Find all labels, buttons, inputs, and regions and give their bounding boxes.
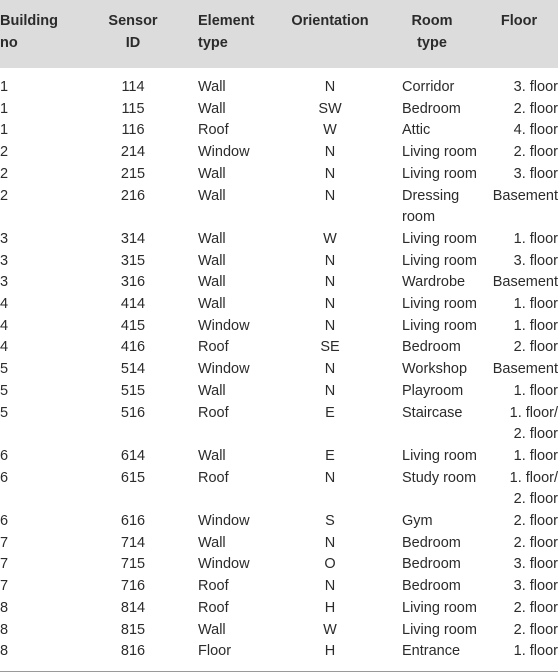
- cell-building-no: 8: [0, 643, 9, 660]
- cell-orientation: N: [324, 144, 336, 161]
- table-row: [0, 554, 558, 576]
- cell-sensor-id: 816: [120, 643, 146, 660]
- cell-floor: 1. floor: [513, 296, 558, 313]
- cell-building-no: 3: [0, 230, 9, 247]
- cell-element-type: Roof: [198, 404, 229, 421]
- cell-floor: 1. floor/ 2. floor: [509, 404, 558, 443]
- table-row: [0, 446, 558, 468]
- cell-building-no: 1: [0, 79, 9, 95]
- cell-floor: 3. floor: [513, 252, 558, 269]
- cell-room-type: Bedroom: [402, 534, 461, 551]
- cell-room-type: Living room: [402, 165, 477, 182]
- table-row: [0, 316, 558, 338]
- cell-floor: 4. floor: [513, 122, 558, 139]
- cell-element-type: Wall: [198, 296, 226, 313]
- cell-floor: Basement: [492, 274, 558, 291]
- cell-orientation: H: [324, 643, 336, 660]
- cell-floor: 3. floor: [513, 578, 558, 595]
- cell-sensor-id: 515: [120, 382, 146, 399]
- cell-sensor-id: 416: [120, 339, 146, 356]
- cell-building-no: 2: [0, 187, 9, 204]
- cell-room-type: Living room: [402, 599, 477, 616]
- cell-element-type: Window: [198, 361, 250, 378]
- cell-room-type: Corridor: [402, 79, 455, 95]
- cell-orientation: N: [324, 469, 336, 486]
- header-orientation: Orientation: [276, 0, 384, 68]
- cell-floor: 3. floor: [513, 165, 558, 182]
- cell-sensor-id: 716: [120, 578, 146, 595]
- cell-room-type: Staircase: [402, 404, 463, 421]
- cell-orientation: W: [323, 122, 337, 139]
- cell-sensor-id: 214: [120, 144, 146, 161]
- cell-building-no: 7: [0, 578, 9, 595]
- cell-element-type: Wall: [198, 230, 226, 247]
- cell-element-type: Wall: [198, 100, 226, 117]
- cell-building-no: 4: [0, 317, 9, 334]
- table-row: [0, 229, 558, 251]
- cell-floor: 1. floor/ 2. floor: [509, 469, 558, 508]
- cell-sensor-id: 514: [120, 361, 146, 378]
- cell-building-no: 5: [0, 361, 9, 378]
- table-row: [0, 359, 558, 381]
- cell-building-no: 5: [0, 404, 9, 421]
- cell-sensor-id: 114: [121, 79, 145, 95]
- cell-sensor-id: 414: [120, 296, 146, 313]
- cell-floor: 2. floor: [513, 621, 558, 638]
- cell-room-type: Bedroom: [402, 339, 461, 356]
- cell-orientation: N: [324, 361, 336, 378]
- cell-room-type: Living room: [402, 621, 477, 638]
- cell-room-type: Dressing room: [402, 187, 460, 226]
- cell-room-type: Wardrobe: [402, 274, 466, 291]
- header-building-no: Building no: [0, 0, 82, 68]
- table-body: [0, 68, 558, 671]
- header-sensor-id: Sensor ID: [82, 0, 184, 68]
- table-row: [0, 68, 558, 99]
- cell-orientation: N: [324, 274, 336, 291]
- cell-element-type: Roof: [198, 578, 229, 595]
- cell-floor: Basement: [492, 361, 558, 378]
- cell-floor: 1. floor: [513, 230, 558, 247]
- cell-element-type: Window: [198, 317, 250, 334]
- cell-orientation: N: [324, 382, 336, 399]
- cell-room-type: Gym: [402, 513, 433, 530]
- cell-element-type: Window: [198, 144, 250, 161]
- cell-element-type: Wall: [198, 252, 226, 269]
- table-row: [0, 511, 558, 533]
- cell-sensor-id: 814: [120, 599, 146, 616]
- cell-building-no: 1: [0, 122, 9, 139]
- cell-element-type: Roof: [198, 339, 229, 356]
- cell-sensor-id: 216: [120, 187, 146, 204]
- cell-room-type: Living room: [402, 144, 477, 161]
- cell-element-type: Wall: [198, 534, 226, 551]
- table-row: [0, 576, 558, 598]
- cell-orientation: E: [325, 447, 335, 464]
- cell-floor: 1. floor: [513, 317, 558, 334]
- cell-building-no: 4: [0, 339, 9, 356]
- cell-orientation: SE: [320, 339, 340, 356]
- cell-building-no: 2: [0, 165, 9, 182]
- cell-orientation: N: [324, 187, 336, 204]
- cell-sensor-id: 415: [120, 317, 146, 334]
- table-row: [0, 142, 558, 164]
- header-floor: Floor: [480, 0, 558, 68]
- header-row: [0, 0, 558, 68]
- cell-room-type: Study room: [402, 469, 477, 486]
- cell-element-type: Wall: [198, 274, 226, 291]
- cell-building-no: 2: [0, 144, 9, 161]
- cell-sensor-id: 516: [120, 404, 146, 421]
- cell-element-type: Roof: [198, 599, 229, 616]
- cell-floor: 2. floor: [513, 339, 558, 356]
- cell-orientation: N: [324, 317, 336, 334]
- table-row: [0, 337, 558, 359]
- cell-orientation: H: [324, 599, 336, 616]
- cell-element-type: Window: [198, 556, 250, 573]
- cell-orientation: SW: [318, 100, 342, 117]
- cell-floor: 2. floor: [513, 513, 558, 530]
- cell-building-no: 8: [0, 621, 9, 638]
- cell-building-no: 7: [0, 556, 9, 573]
- cell-floor: 2. floor: [513, 599, 558, 616]
- table-row: [0, 533, 558, 555]
- table-row: [0, 294, 558, 316]
- cell-floor: 1. floor: [513, 382, 558, 399]
- cell-element-type: Wall: [198, 165, 226, 182]
- cell-sensor-id: 316: [120, 274, 146, 291]
- cell-room-type: Living room: [402, 230, 477, 247]
- header-element-type: Element type: [184, 0, 276, 68]
- cell-sensor-id: 616: [120, 513, 146, 530]
- cell-element-type: Wall: [198, 187, 226, 204]
- cell-building-no: 1: [0, 100, 9, 117]
- table-row: [0, 251, 558, 273]
- cell-sensor-id: 815: [120, 621, 146, 638]
- cell-floor: 1. floor: [513, 447, 558, 464]
- cell-building-no: 6: [0, 447, 9, 464]
- cell-orientation: N: [324, 165, 336, 182]
- cell-building-no: 8: [0, 599, 9, 616]
- cell-orientation: N: [324, 252, 336, 269]
- cell-sensor-id: 614: [120, 447, 146, 464]
- table-row: [0, 99, 558, 121]
- cell-building-no: 3: [0, 252, 9, 269]
- cell-building-no: 6: [0, 513, 9, 530]
- cell-room-type: Bedroom: [402, 578, 461, 595]
- table-row: [0, 186, 558, 229]
- cell-element-type: Wall: [198, 447, 226, 464]
- cell-floor: 3. floor: [513, 556, 558, 573]
- table-row: [0, 598, 558, 620]
- cell-floor: Basement: [492, 187, 558, 204]
- cell-sensor-id: 116: [121, 122, 145, 139]
- cell-room-type: Bedroom: [402, 100, 461, 117]
- cell-element-type: Roof: [198, 469, 229, 486]
- cell-element-type: Roof: [198, 122, 229, 139]
- cell-element-type: Wall: [198, 79, 226, 95]
- cell-floor: 3. floor: [513, 79, 558, 95]
- cell-building-no: 7: [0, 534, 9, 551]
- table-header: [0, 0, 558, 68]
- cell-building-no: 4: [0, 296, 9, 313]
- cell-orientation: W: [323, 230, 337, 247]
- cell-building-no: 6: [0, 469, 9, 486]
- cell-element-type: Wall: [198, 382, 226, 399]
- cell-building-no: 5: [0, 382, 9, 399]
- cell-room-type: Attic: [402, 122, 431, 139]
- cell-sensor-id: 215: [120, 165, 146, 182]
- cell-orientation: S: [325, 513, 335, 530]
- cell-orientation: N: [324, 534, 336, 551]
- cell-floor: 2. floor: [513, 534, 558, 551]
- cell-sensor-id: 115: [121, 100, 145, 117]
- cell-element-type: Floor: [198, 643, 232, 660]
- cell-orientation: W: [323, 621, 337, 638]
- cell-room-type: Workshop: [402, 361, 468, 378]
- table-row: [0, 468, 558, 511]
- table-row: [0, 164, 558, 186]
- table-row: [0, 381, 558, 403]
- cell-sensor-id: 315: [120, 252, 146, 269]
- table-row: [0, 403, 558, 446]
- cell-floor: 1. floor: [513, 643, 558, 660]
- cell-element-type: Window: [198, 513, 250, 530]
- cell-orientation: N: [324, 296, 336, 313]
- cell-sensor-id: 314: [120, 230, 146, 247]
- header-room-type: Room type: [384, 0, 480, 68]
- cell-room-type: Living room: [402, 296, 477, 313]
- cell-sensor-id: 715: [120, 556, 146, 573]
- cell-sensor-id: 714: [120, 534, 146, 551]
- table-row: [0, 120, 558, 142]
- cell-orientation: N: [324, 79, 336, 95]
- cell-orientation: E: [325, 404, 335, 421]
- cell-building-no: 3: [0, 274, 9, 291]
- cell-orientation: O: [324, 556, 336, 573]
- cell-room-type: Entrance: [402, 643, 461, 660]
- cell-floor: 2. floor: [513, 100, 558, 117]
- cell-room-type: Living room: [402, 447, 477, 464]
- cell-room-type: Living room: [402, 317, 477, 334]
- cell-sensor-id: 615: [120, 469, 146, 486]
- cell-floor: 2. floor: [513, 144, 558, 161]
- cell-room-type: Playroom: [402, 382, 464, 399]
- cell-element-type: Wall: [198, 621, 226, 638]
- table-row: [0, 620, 558, 642]
- table-row: [0, 641, 558, 671]
- cell-room-type: Living room: [402, 252, 477, 269]
- cell-orientation: N: [324, 578, 336, 595]
- table-row: [0, 272, 558, 294]
- cell-room-type: Bedroom: [402, 556, 461, 573]
